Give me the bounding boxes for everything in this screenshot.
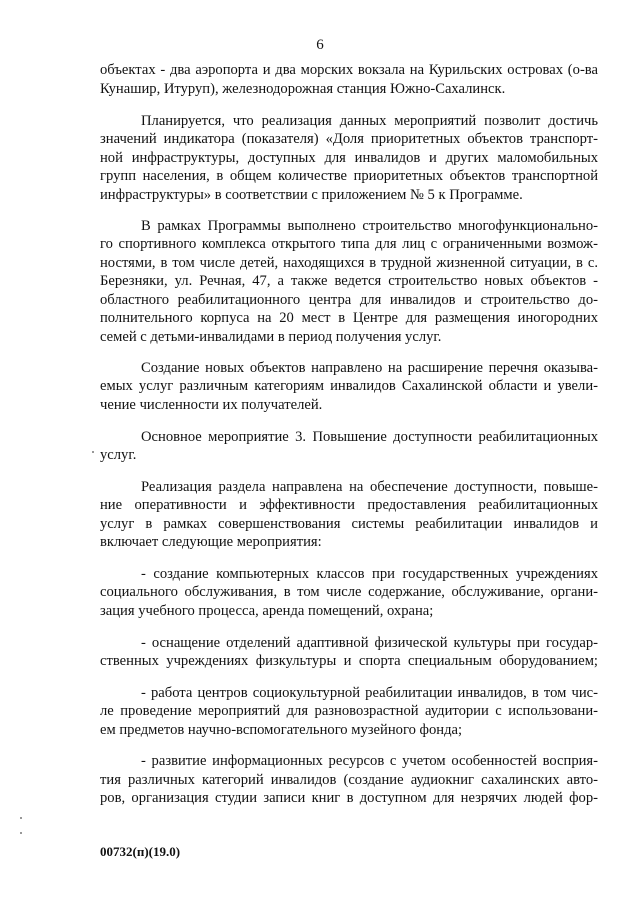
- text-line: го спортивного комплекса открытого типа для лиц с ограниченными возмож-: [100, 236, 598, 252]
- text-line: Создание новых объектов направлено на расширение перечня оказыва-: [141, 360, 598, 376]
- text-line: Реализация раздела направлена на обеспечение доступности, повыше-: [141, 479, 598, 495]
- section-heading: Основное мероприятие 3. Повышение доступности реабилитационных: [141, 429, 598, 445]
- list-item-line: ем предметов научно-вспомогательного музейного фонда;: [100, 722, 463, 738]
- text-line: Кунашир, Итуруп), железнодорожная станция Южно-Сахалинск.: [100, 81, 506, 97]
- list-item-line: - работа центров социокультурной реабилитации инвалидов, в том чис-: [141, 685, 598, 701]
- text-line: ностями, в том числе детей, находящихся в трудной жизненной ситуации, в с.: [100, 255, 598, 271]
- text-line: чение численности их получателей.: [100, 397, 323, 413]
- list-item-line: ственных учреждениях физкультуры и спорта специальным оборудованием;: [100, 653, 598, 669]
- text-line: полнительного корпуса на 20 мест в Центре для размещения иногородних: [100, 310, 598, 326]
- list-item-line: ле проведение мероприятий для разновозрастной аудитории с использовани-: [100, 703, 598, 719]
- scan-speck: [92, 451, 94, 453]
- list-item-line: социального обслуживания, в том числе содержание, обслуживание, органи-: [100, 584, 598, 600]
- text-line: ной инфраструктуры, доступных для инвалидов и других маломобильных: [100, 150, 598, 166]
- list-item-line: тия различных категорий инвалидов (создание аудиокниг сахалинских авто-: [100, 772, 598, 788]
- scan-speck: [20, 832, 22, 834]
- scan-speck: [20, 817, 22, 819]
- text-line: объектах - два аэропорта и два морских вокзала на Курильских островах (о-ва: [100, 62, 598, 78]
- text-line: Березняки, ул. Речная, 47, а также ведется строительство новых объектов -: [100, 273, 598, 289]
- text-line: ние оперативности и эффективности предоставления реабилитационных: [100, 497, 598, 513]
- list-item-line: ров, организация студии записи книг в доступном для незрячих людей фор-: [100, 790, 598, 806]
- text-line: Планируется, что реализация данных мероприятий позволит достичь: [141, 113, 598, 129]
- list-item-line: - развитие информационных ресурсов с учетом особенностей восприя-: [141, 753, 598, 769]
- list-item-line: - создание компьютерных классов при государственных учреждениях: [141, 566, 598, 582]
- text-line: емых услуг различным категориям инвалидов Сахалинской области и увели-: [100, 378, 598, 394]
- page-number: 6: [316, 37, 324, 53]
- text-line: семей с детьми-инвалидами в период получения услуг.: [100, 329, 442, 345]
- list-item-line: зация учебного процесса, аренда помещений, охрана;: [100, 603, 434, 619]
- text-line: В рамках Программы выполнено строительство многофункционально-: [141, 218, 598, 234]
- list-item-line: - оснащение отделений адаптивной физической культуры при государ-: [141, 635, 598, 651]
- text-line: групп населения, в общем количестве приоритетных объектов транспортной: [100, 168, 598, 184]
- section-heading: услуг.: [100, 447, 137, 463]
- text-line: областного реабилитационного центра для инвалидов и строительство до-: [100, 292, 598, 308]
- document-code: 00732(п)(19.0): [100, 844, 181, 859]
- text-line: включает следующие мероприятия:: [100, 534, 322, 550]
- text-line: значений индикатора (показателя) «Доля приоритетных объектов транспорт-: [100, 131, 598, 147]
- text-line: инфраструктуры» в соответствии с приложением № 5 к Программе.: [100, 187, 523, 203]
- text-line: услуг в рамках совершенствования системы реабилитации инвалидов и: [100, 516, 598, 532]
